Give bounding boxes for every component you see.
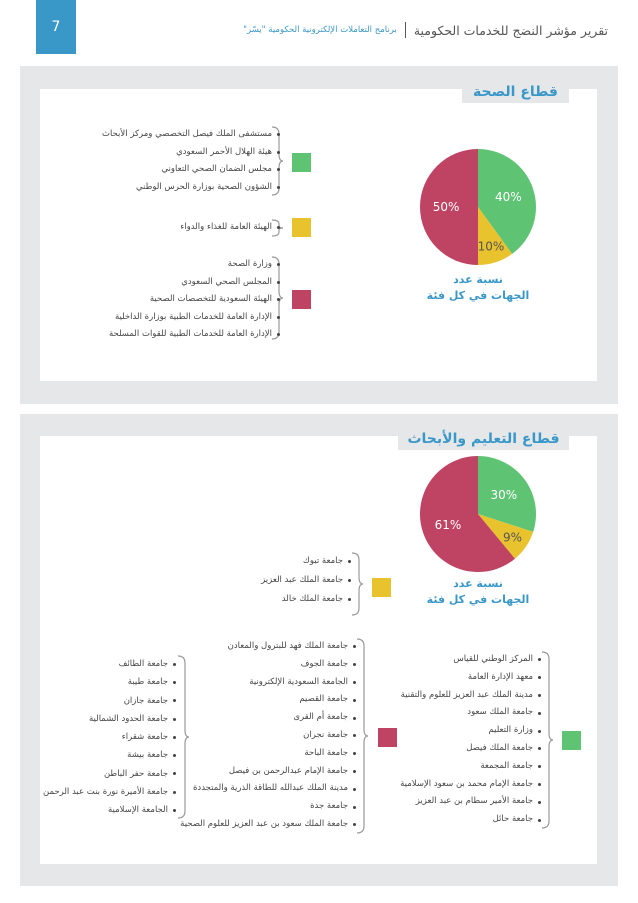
pie-label-green: 40%: [495, 190, 522, 205]
list-item: الجامعة السعودية الإلكترونية: [180, 674, 356, 692]
health-section-title: قطاع الصحة: [462, 80, 569, 103]
list-item: جامعة نجران: [180, 727, 356, 745]
list-item: معهد الإدارة العامة: [400, 669, 541, 687]
list-item: جامعة حفر الباطن: [43, 765, 176, 783]
health-pie-caption: [418, 272, 538, 304]
yellow-category-marker: [292, 218, 311, 237]
list-item: جامعة الملك سعود بن عبد العزيز للعلوم الصحية: [180, 816, 356, 834]
list-item: جامعة الملك خالد: [261, 590, 351, 609]
list-item: المركز الوطني للقياس: [400, 651, 541, 669]
list-item: جامعة الملك سعود: [400, 704, 541, 722]
list-item: الشؤون الصحية بوزارة الحرس الوطني: [102, 179, 280, 197]
health-red-list: [109, 256, 280, 344]
page-number: 7: [36, 0, 76, 54]
list-item: جامعة الملك عبد العزيز: [261, 571, 351, 590]
yellow-category-marker: [372, 578, 391, 597]
education-pie-caption: [418, 576, 538, 608]
pie-label-yellow: 9%: [503, 530, 523, 545]
caption-line-2: الجهات في كل فئة: [426, 593, 530, 606]
pie-label-yellow: 10%: [477, 239, 505, 254]
list-item: جامعة القصيم: [180, 691, 356, 709]
list-item: جامعة جازان: [43, 692, 176, 710]
list-item: جامعة المجمعة: [400, 758, 541, 776]
green-category-marker: [562, 731, 581, 750]
list-item: جامعة جدة: [180, 798, 356, 816]
list-item: جامعة الجوف: [180, 656, 356, 674]
list-item: جامعة الملك فهد للبترول والمعادن: [180, 638, 356, 656]
list-item: جامعة أم القرى: [180, 709, 356, 727]
education-pie-chart: [418, 454, 538, 574]
list-item: الإدارة العامة للخدمات الطبية بوزارة الداخلية: [109, 309, 280, 327]
education-section-title: قطاع التعليم والأبحاث: [398, 427, 569, 450]
red-category-marker: [378, 728, 397, 747]
list-item: الجامعة الإسلامية: [43, 801, 176, 819]
education-red-list-col2: [43, 655, 176, 820]
list-item: الإدارة العامة للخدمات الطبية للقوات المسلحة: [109, 326, 280, 344]
health-green-list: [102, 126, 280, 196]
list-item: جامعة حائل: [400, 811, 541, 829]
list-item: جامعة الطائف: [43, 655, 176, 673]
brace: [540, 651, 554, 829]
list-item: جامعة الأميرة نورة بنت عبد الرحمن: [43, 783, 176, 801]
list-item: مدينة الملك عبدالله للطاقة الذرية والمتجددة: [180, 780, 356, 798]
brace: [355, 638, 369, 834]
list-item: جامعة الإمام عبدالرحمن بن فيصل: [180, 763, 356, 781]
list-item: مدينة الملك عبد العزيز للعلوم والتقنية: [400, 687, 541, 705]
list-item: جامعة طيبة: [43, 673, 176, 691]
pie-label-green: 30%: [490, 488, 518, 503]
red-category-marker: [292, 290, 311, 309]
list-item: الهيئة السعودية للتخصصات الصحية: [109, 291, 280, 309]
list-item: جامعة بيشة: [43, 746, 176, 764]
list-item: مستشفى الملك فيصل التخصصي ومركز الأبحاث: [102, 126, 280, 144]
list-item: جامعة الباحة: [180, 745, 356, 763]
page-header: [243, 20, 608, 40]
pie-label-red: 50%: [432, 200, 460, 214]
brace: [176, 655, 190, 819]
list-item: مجلس الضمان الصحي التعاوني: [102, 161, 280, 179]
pie-label-red: 61%: [434, 517, 462, 532]
education-green-list: [400, 651, 541, 829]
list-item: جامعة الحدود الشمالية: [43, 710, 176, 728]
brace: [350, 552, 364, 616]
health-pie-chart: [418, 147, 538, 267]
list-item: جامعة الإمام محمد بن سعود الإسلامية: [400, 776, 541, 794]
list-item: جامعة الملك فيصل: [400, 740, 541, 758]
caption-line-1: نسبة عدد: [453, 273, 503, 286]
list-item: الهيئة العامة للغذاء والدواء: [180, 219, 280, 237]
caption-line-1: نسبة عدد: [453, 577, 503, 590]
list-item: جامعة الأمير سطام بن عبد العزيز: [400, 793, 541, 811]
header-divider: [405, 22, 406, 38]
list-item: وزارة التعليم: [400, 722, 541, 740]
list-item: هيئة الهلال الأحمر السعودي: [102, 144, 280, 162]
report-title: تقرير مؤشر النضج للخدمات الحكومية: [413, 22, 608, 38]
caption-line-2: الجهات في كل فئة: [426, 289, 530, 302]
education-red-list-col1: [180, 638, 356, 834]
list-item: المجلس الصحي السعودي: [109, 274, 280, 292]
green-category-marker: [292, 153, 311, 172]
list-item: جامعة شقراء: [43, 728, 176, 746]
health-yellow-list: [180, 219, 280, 237]
list-item: جامعة تبوك: [261, 552, 351, 571]
program-name: برنامج التعاملات الإلكترونية الحكومية "يسّر": [243, 25, 397, 35]
education-yellow-list: [261, 552, 351, 609]
list-item: وزارة الصحة: [109, 256, 280, 274]
